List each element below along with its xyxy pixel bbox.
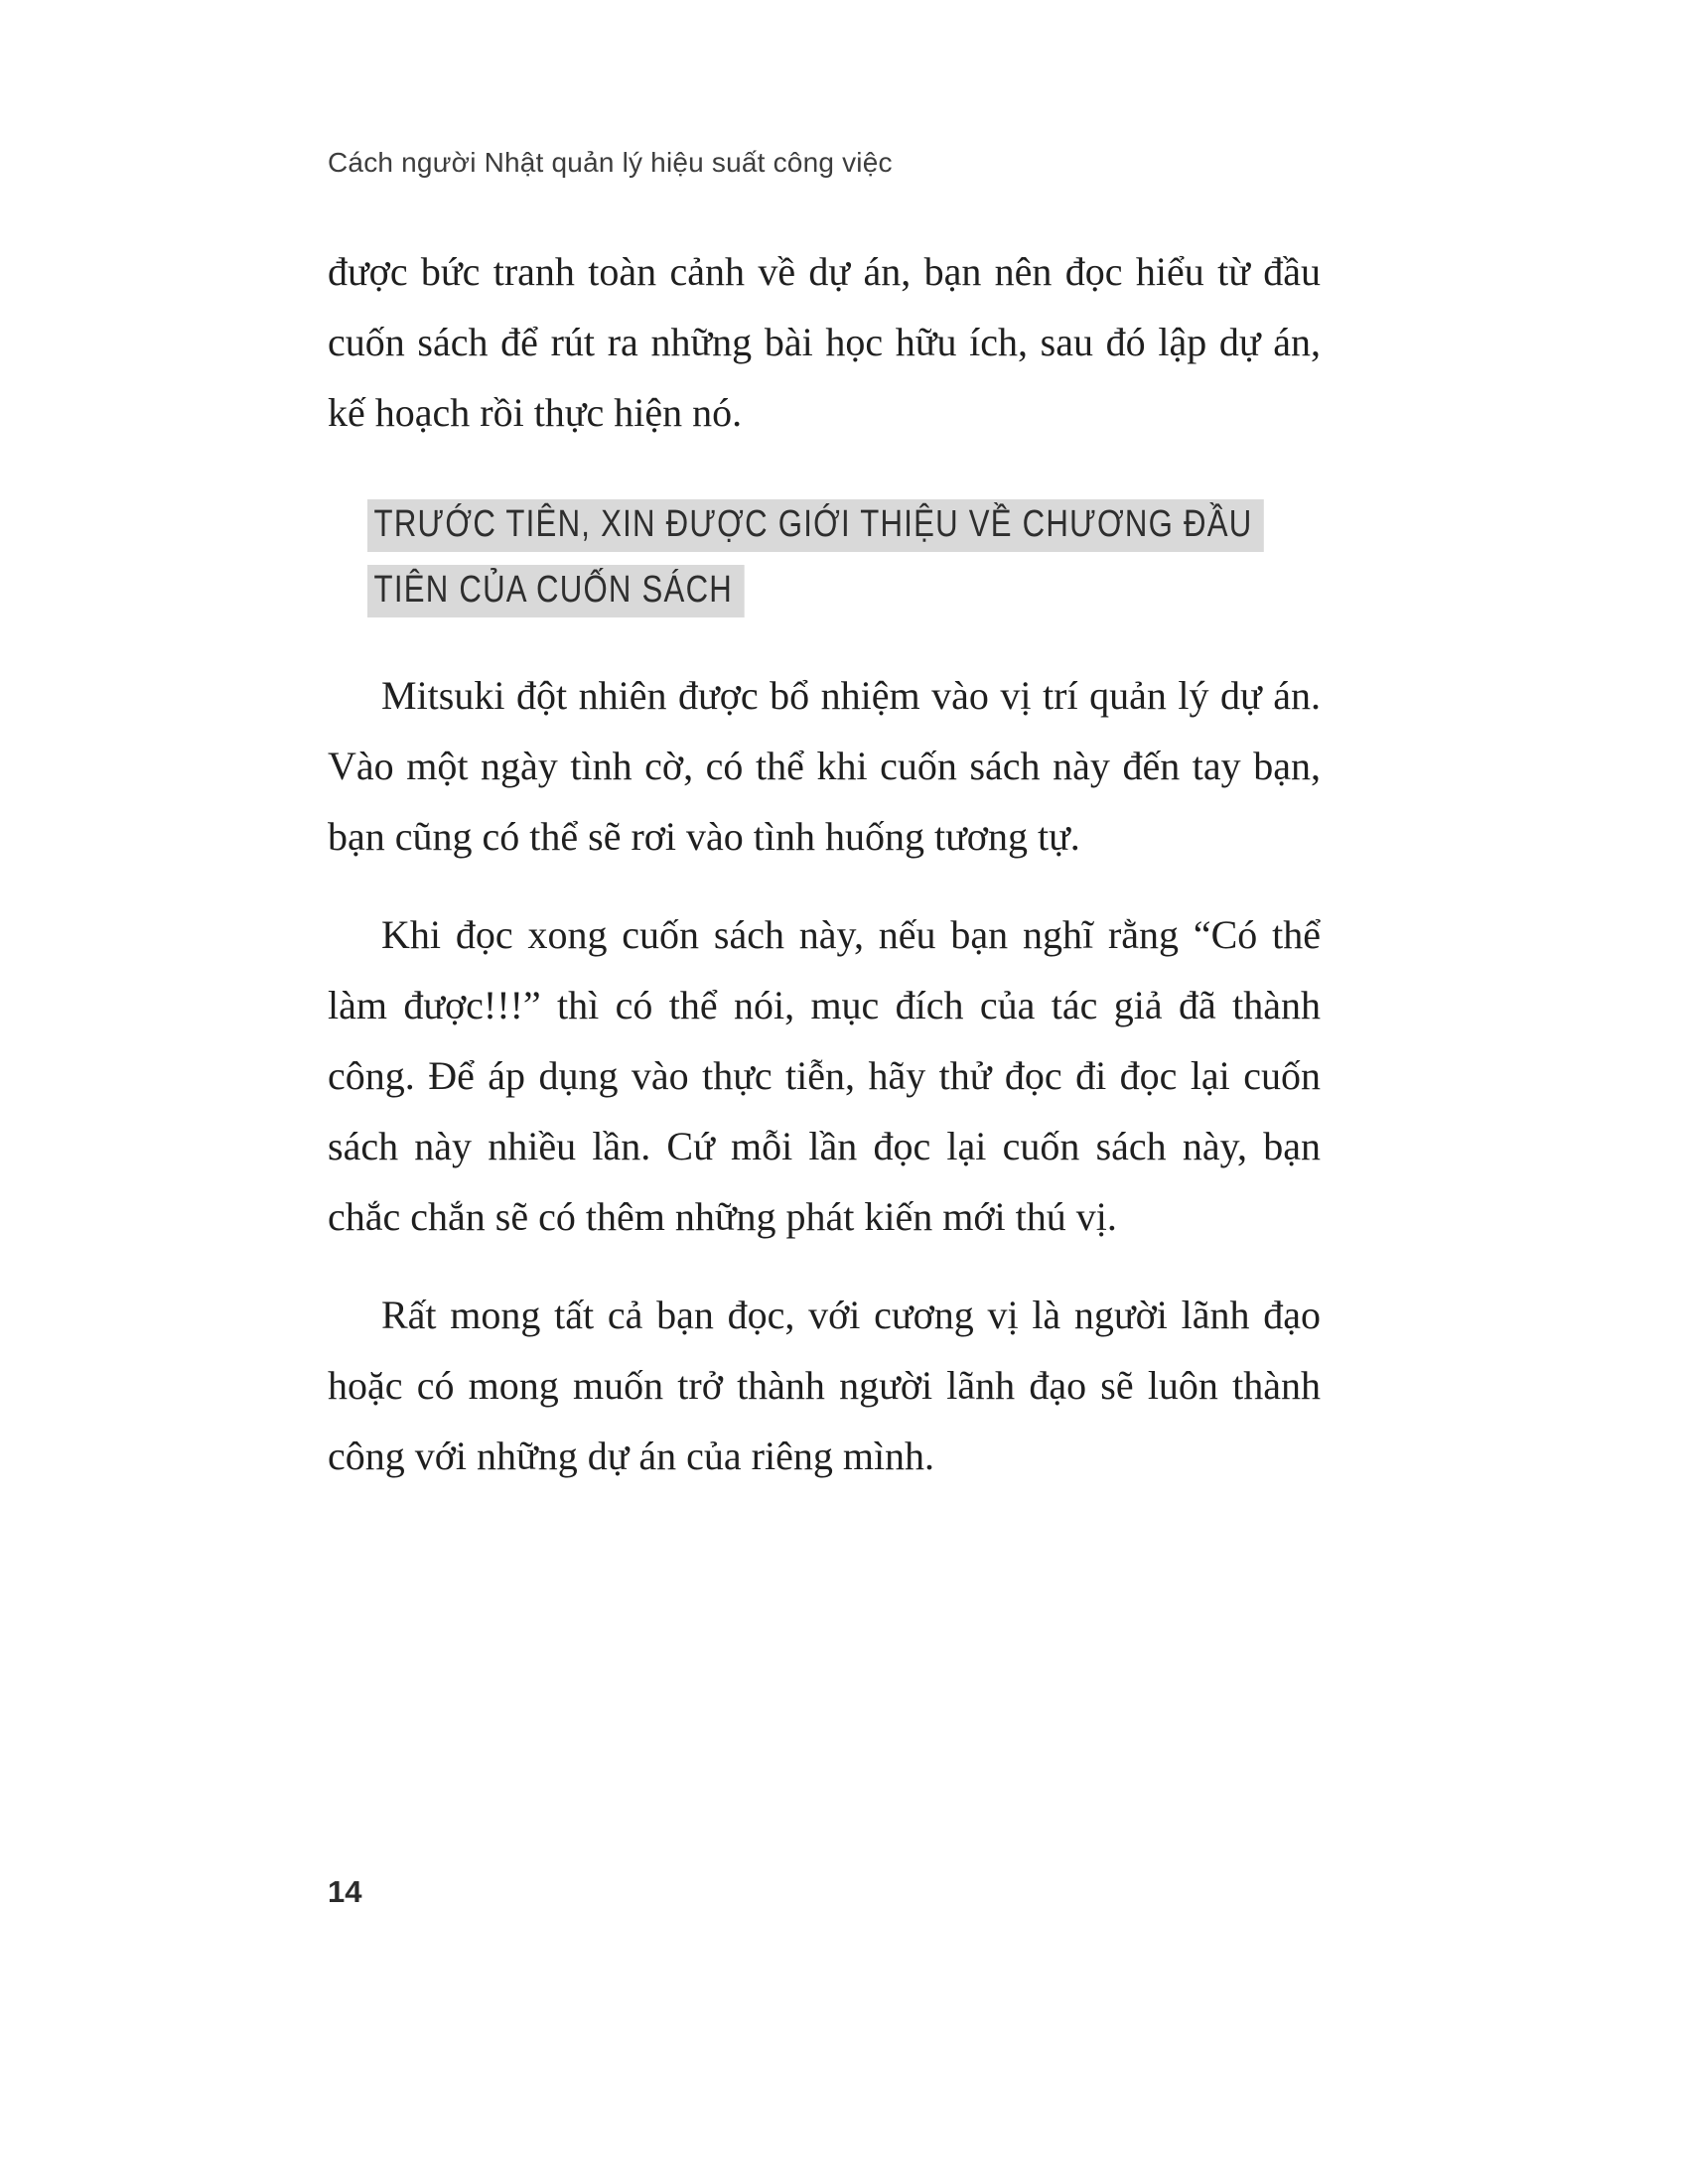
page-number: 14: [328, 1874, 362, 1909]
section-heading-line: [367, 565, 1360, 614]
section-heading-text: TRƯỚC TIÊN, XIN ĐƯỢC GIỚI THIỆU VỀ CHƯƠNG ĐẦU: [367, 499, 1264, 552]
running-header: Cách người Nhật quản lý hiệu suất công việc: [328, 147, 893, 178]
body-paragraph: Rất mong tất cả bạn đọc, với cương vị là người lãnh đạo hoặc có mong muốn trở thành người lãnh đạo sẽ luôn thành công với những dự án của riêng mình.: [328, 1293, 1321, 1478]
section-heading-text: TIÊN CỦA CUỐN SÁCH: [367, 565, 745, 617]
section-heading-line: [367, 499, 1360, 549]
body-paragraph: Mitsuki đột nhiên được bổ nhiệm vào vị trí quản lý dự án. Vào một ngày tình cờ, có thể khi cuốn sách này đến tay bạn, bạn cũng có thể sẽ rơi vào tình huống tương tự.: [328, 673, 1321, 859]
section-heading: [367, 499, 1360, 614]
page-content: [328, 236, 1321, 1519]
body-paragraph: Khi đọc xong cuốn sách này, nếu bạn nghĩ rằng “Có thể làm được!!!” thì có thể nói, mục đích của tác giả đã thành công. Để áp dụng vào thực tiễn, hãy thử đọc đi đọc lại cuốn sách này nhiều lần. Cứ mỗi lần đọc lại cuốn sách này, bạn chắc chắn sẽ có thêm những phát kiến mới thú vị.: [328, 912, 1321, 1239]
body-paragraph: được bức tranh toàn cảnh về dự án, bạn nên đọc hiểu từ đầu cuốn sách để rút ra những bài học hữu ích, sau đó lập dự án, kế hoạch rồi thực hiện nó.: [328, 249, 1321, 435]
